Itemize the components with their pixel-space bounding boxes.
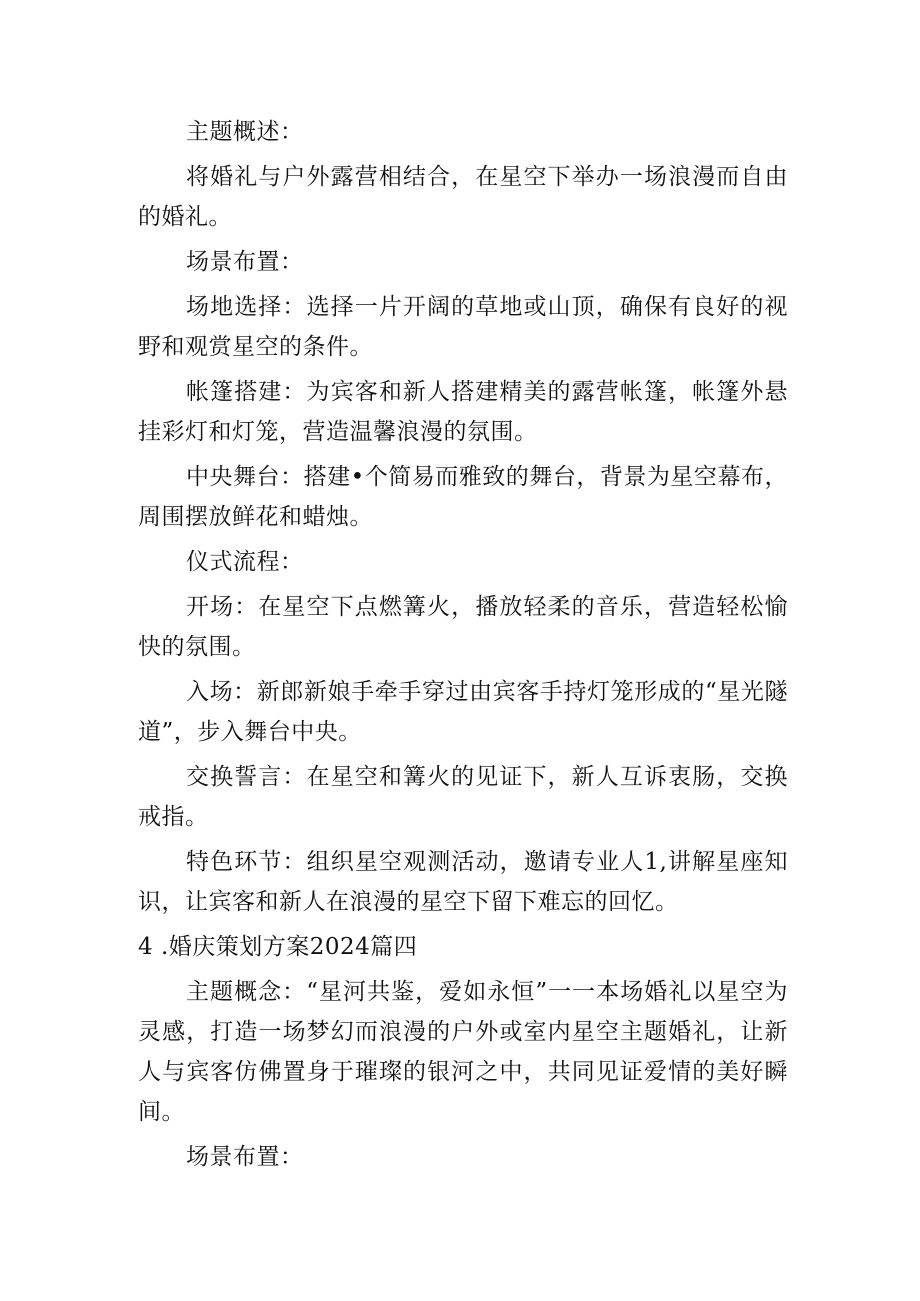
paragraph-scene-label-2: 场景布置：: [186, 1144, 304, 1170]
paragraph-overview-label: 主题概述：: [186, 119, 304, 145]
section-heading: 4 .婚庆策划方案2024篇四: [138, 934, 418, 960]
paragraph-scene-label: 场景布置：: [186, 249, 304, 275]
paragraph-opening: 开场：在星空下点燃篝火，播放轻柔的音乐，营造轻松愉快的氛围。: [138, 594, 788, 660]
paragraph-stage: 中央舞台：搭建•个简易而雅致的舞台，背景为星空幕布，周围摆放鲜花和蜡烛。: [138, 464, 788, 530]
paragraph-venue: 场地选择：选择一片开阔的草地或山顶，确保有良好的视野和观赏星空的条件。: [138, 294, 788, 360]
paragraph-entrance: 入场：新郎新娘手牵手穿过由宾客手持灯笼形成的“星光隧道”，步入舞台中央。: [138, 679, 788, 745]
paragraph-theme-concept: 主题概念：“星河共鉴，爱如永恒”一一本场婚礼以星空为灵感，打造一场梦幻而浪漫的户外或室内星空主题婚礼，让新人与宾客仿佛置身于璀璨的银河之中，共同见证爱情的美好瞬间。: [138, 979, 788, 1125]
paragraph-ceremony-label: 仪式流程：: [186, 549, 304, 575]
paragraph-tents: 帐篷搭建：为宾客和新人搭建精美的露营帐篷，帐篷外悬挂彩灯和灯笼，营造温馨浪漫的氛围。: [138, 379, 788, 445]
paragraph-special: 特色环节：组织星空观测活动，邀请专业人1,讲解星座知识，让宾客和新人在浪漫的星空下留下难忘的回忆。: [138, 849, 788, 915]
document-body: [138, 112, 788, 1182]
paragraph-vows: 交换誓言：在星空和篝火的见证下，新人互诉衷肠，交换戒指。: [138, 764, 788, 830]
paragraph-overview: 将婚礼与户外露营相结合，在星空下举办一场浪漫而自由的婚礼。: [138, 164, 788, 230]
